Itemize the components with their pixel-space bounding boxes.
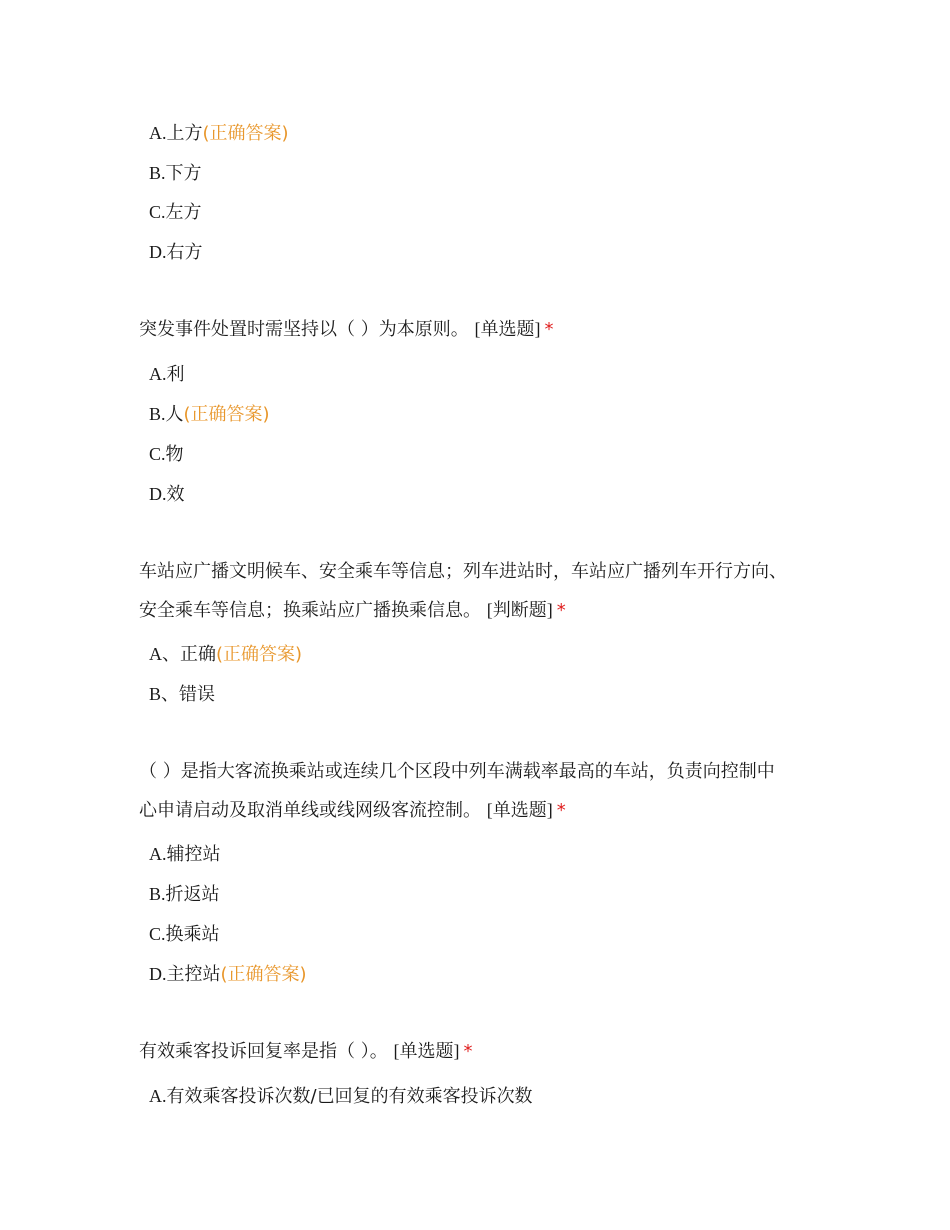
q2-option-a: A.利 — [149, 364, 185, 385]
correct-answer-marker: (正确答案) — [216, 644, 303, 665]
correct-answer-marker: (正确答案) — [220, 964, 307, 985]
question-type: [单选题] — [486, 800, 553, 820]
q4-option-b: B.折返站 — [149, 884, 220, 905]
q1-option-b: B.下方 — [149, 163, 202, 184]
q4-question-text: （ ）是指大客流换乘站或连续几个区段中列车满载率最高的车站，负责向控制中 心申请启动及取消单线或线网级客流控制。 [单选题] * — [139, 761, 775, 821]
q2-option-c: C.物 — [149, 444, 184, 465]
q2-option-b: B.人(正确答案) — [149, 404, 270, 425]
q5-option-a: A.有效乘客投诉次数/已回复的有效乘客投诉次数 — [149, 1086, 533, 1107]
q3-option-a: A、正确(正确答案) — [149, 644, 303, 665]
q4-option-c: C.换乘站 — [149, 924, 220, 945]
q1-option-a: A.上方(正确答案) — [149, 123, 289, 144]
q3-option-b: B、错误 — [149, 684, 216, 705]
q2-question-text: 突发事件处置时需坚持以（ ）为本原则。 [单选题] * — [139, 319, 554, 340]
correct-answer-marker: (正确答案) — [202, 123, 289, 144]
q2-option-d: D.效 — [149, 484, 185, 505]
q1-option-d: D.右方 — [149, 242, 203, 263]
q4-option-d: D.主控站(正确答案) — [149, 964, 307, 985]
question-type: [单选题] — [474, 319, 541, 339]
q3-question-text: 车站应广播文明候车、安全乘车等信息；列车进站时，车站应广播列车开行方向、 安全乘车等信息；换乘站应广播换乘信息。 [判断题] * — [139, 561, 787, 621]
q5-question-text: 有效乘客投诉回复率是指（ ）。 [单选题] * — [139, 1041, 473, 1062]
required-marker: * — [556, 600, 566, 621]
required-marker: * — [544, 319, 554, 340]
required-marker: * — [556, 800, 566, 821]
question-type: [判断题] — [486, 600, 553, 620]
required-marker: * — [463, 1041, 473, 1062]
correct-answer-marker: (正确答案) — [183, 404, 270, 425]
q1-option-c: C.左方 — [149, 202, 202, 223]
question-type: [单选题] — [393, 1041, 460, 1061]
q4-option-a: A.辅控站 — [149, 844, 221, 865]
